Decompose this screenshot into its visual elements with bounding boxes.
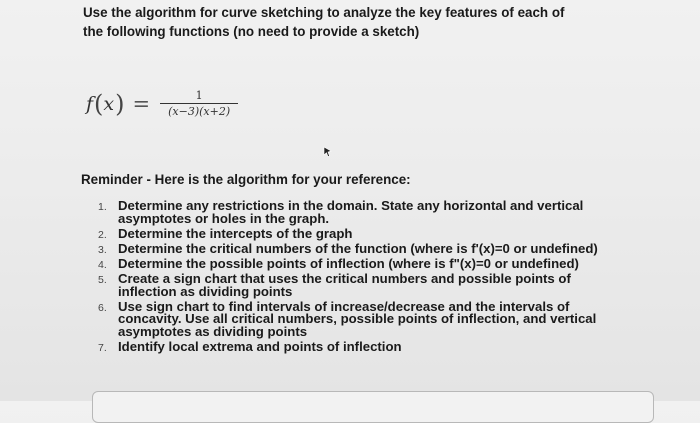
- function-variable: x: [103, 93, 116, 115]
- answer-box[interactable]: [92, 391, 654, 423]
- fraction-denominator: (x−3)(x+2): [168, 104, 231, 118]
- list-item: [98, 200, 598, 225]
- step-text: Create a sign chart that uses the critical numbers and possible points of inflection as dividing points: [118, 270, 571, 299]
- fraction-numerator: 1: [195, 88, 203, 102]
- step-text: Use sign chart to find intervals of increase/decrease and the intervals of concavity. Use all critical numbers, possible points of inflection, and vertical asymptotes as dividing points: [118, 298, 597, 339]
- equals-sign: =: [132, 92, 151, 116]
- list-item: [98, 338, 598, 354]
- list-item: [98, 240, 598, 256]
- step-text: Determine any restrictions in the domain. State any horizontal and vertical asymptotes or holes in the graph.: [118, 198, 584, 226]
- step-text: Determine the critical numbers of the function (where is f'(x)=0 or undefined): [118, 240, 598, 256]
- step-text: Identify local extrema and points of inflection: [118, 338, 402, 354]
- step-number: 5.: [98, 273, 107, 286]
- list-item: [98, 255, 598, 271]
- mouse-pointer-icon: [323, 146, 333, 158]
- question-text: [83, 3, 603, 41]
- step-number: 7.: [98, 341, 107, 354]
- list-item: [98, 225, 598, 241]
- function-name: f: [86, 93, 95, 115]
- question-line-1: Use the algorithm for curve sketching to analyze the key features of each of: [83, 5, 565, 20]
- step-text: Determine the intercepts of the graph: [118, 225, 353, 241]
- algorithm-steps-list: [98, 200, 598, 356]
- function-formula: f ( x ) = $\frac{1}{(x-3)(x+2)}$: [86, 82, 238, 126]
- step-number: 6.: [98, 301, 107, 314]
- step-text: Determine the possible points of inflection (where is f"(x)=0 or undefined): [118, 255, 579, 271]
- step-number: 2.: [98, 228, 107, 241]
- question-line-2: the following functions (no need to provide a sketch): [83, 24, 420, 39]
- reminder-heading: Reminder - Here is the algorithm for your reference:: [81, 172, 411, 187]
- list-item: [98, 298, 598, 339]
- step-number: 3.: [98, 243, 107, 256]
- list-item: [98, 270, 598, 299]
- step-number: 4.: [98, 258, 107, 271]
- step-number: 1.: [98, 201, 107, 213]
- fraction: [160, 90, 238, 119]
